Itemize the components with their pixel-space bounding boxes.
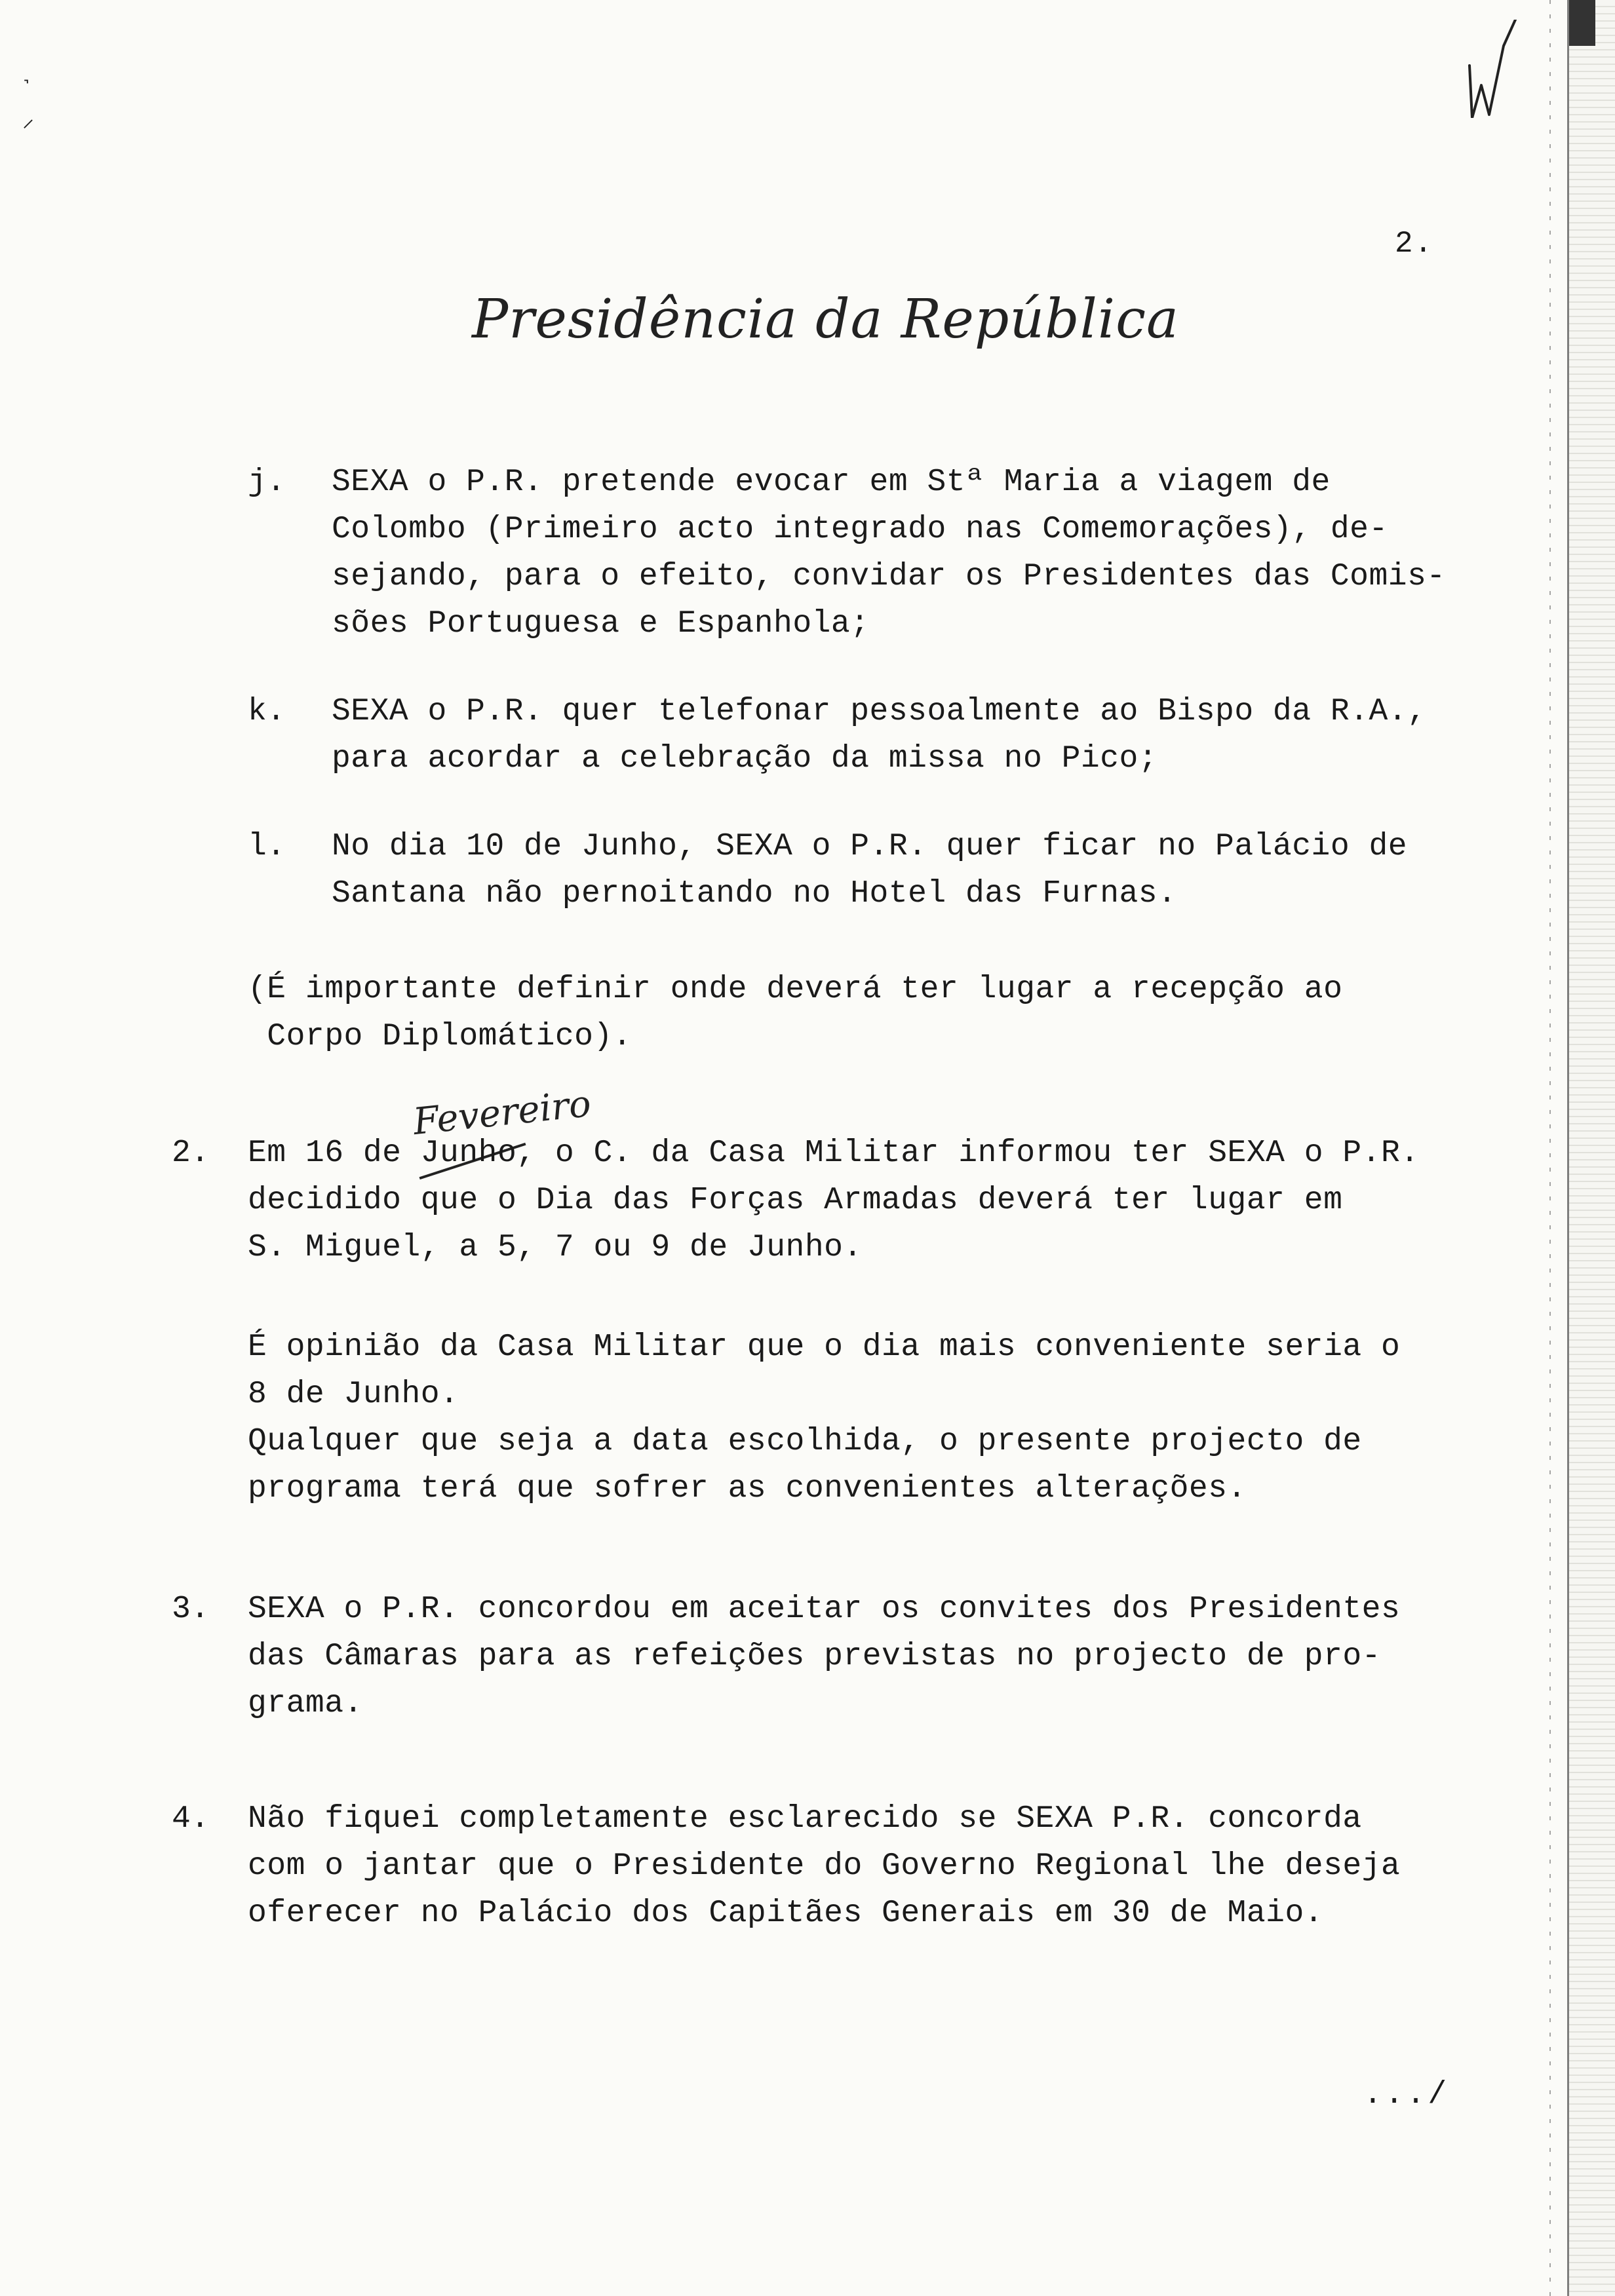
text-line: SEXA o P.R. quer telefonar pessoalmente ao Bispo da R.A., (332, 694, 1427, 729)
note-text (248, 966, 1342, 1060)
subitem-marker-l: l. (248, 829, 286, 864)
subitem-marker-k: k. (248, 694, 286, 729)
subitem-l-text (332, 823, 1407, 917)
text-line: SEXA o P.R. concordou em aceitar os convites dos Presidentes (248, 1592, 1401, 1627)
text-line: Santana não pernoitando no Hotel das Furnas. (332, 876, 1177, 911)
text-line: No dia 10 de Junho, SEXA o P.R. quer ficar no Palácio de (332, 829, 1408, 864)
text-line: É opinião da Casa Militar que o dia mais conveniente seria o (248, 1330, 1401, 1365)
continuation-mark: .../ (1363, 2077, 1450, 2113)
text-line: Colombo (Primeiro acto integrado nas Comemorações), de- (332, 512, 1388, 547)
item-3-text (248, 1586, 1400, 1727)
item-2-text (248, 1130, 1420, 1271)
text-line: sões Portuguesa e Espanhola; (332, 606, 870, 641)
text-line: oferecer no Palácio dos Capitães Generais em 30 de Maio. (248, 1896, 1324, 1931)
text-line: (É importante definir onde deverá ter lugar a recepção ao (248, 972, 1343, 1007)
item-2-paragraph (248, 1324, 1400, 1512)
text-line: 8 de Junho. (248, 1377, 459, 1412)
text-line: Corpo Diplomático). (248, 1019, 632, 1054)
handwritten-correction: Fevereiro (411, 1082, 593, 1144)
handwritten-initials (1463, 20, 1528, 118)
subitem-marker-j: j. (248, 465, 286, 500)
text-line: das Câmaras para as refeições previstas no projecto de pro- (248, 1639, 1381, 1674)
page-number: 2. (1395, 227, 1434, 261)
item-4-text (248, 1795, 1400, 1937)
item-marker-3: 3. (172, 1592, 210, 1627)
text-line: grama. (248, 1686, 363, 1721)
subitem-j-text (332, 459, 1446, 647)
text-line: Em 16 de Junho, o C. da Casa Militar informou ter SEXA o P.R. (248, 1136, 1420, 1171)
text-line: programa terá que sofrer as convenientes alterações. (248, 1471, 1247, 1506)
text-line: decidido que o Dia das Forças Armadas deverá ter lugar em (248, 1183, 1343, 1218)
text-line: SEXA o P.R. pretende evocar em Stª Maria a viagem de (332, 465, 1331, 500)
item-marker-4: 4. (172, 1801, 210, 1837)
binding-clip (1569, 0, 1595, 46)
text-line: Qualquer que seja a data escolhida, o presente projecto de (248, 1424, 1362, 1459)
binding-edge (1567, 0, 1615, 2296)
text-line: sejando, para o efeito, convidar os Presidentes das Comis- (332, 559, 1446, 594)
text-line: Não fiquei completamente esclarecido se SEXA P.R. concorda (248, 1801, 1362, 1837)
text-line: com o jantar que o Presidente do Governo Regional lhe deseja (248, 1848, 1401, 1884)
letterhead: Presidência da República (472, 288, 1179, 351)
subitem-k-text (332, 688, 1426, 782)
margin-marks: ˺ ⸝ (22, 74, 34, 132)
item-marker-2: 2. (172, 1136, 210, 1171)
text-line: para acordar a celebração da missa no Pico; (332, 741, 1158, 776)
text-line: S. Miguel, a 5, 7 ou 9 de Junho. (248, 1230, 863, 1265)
